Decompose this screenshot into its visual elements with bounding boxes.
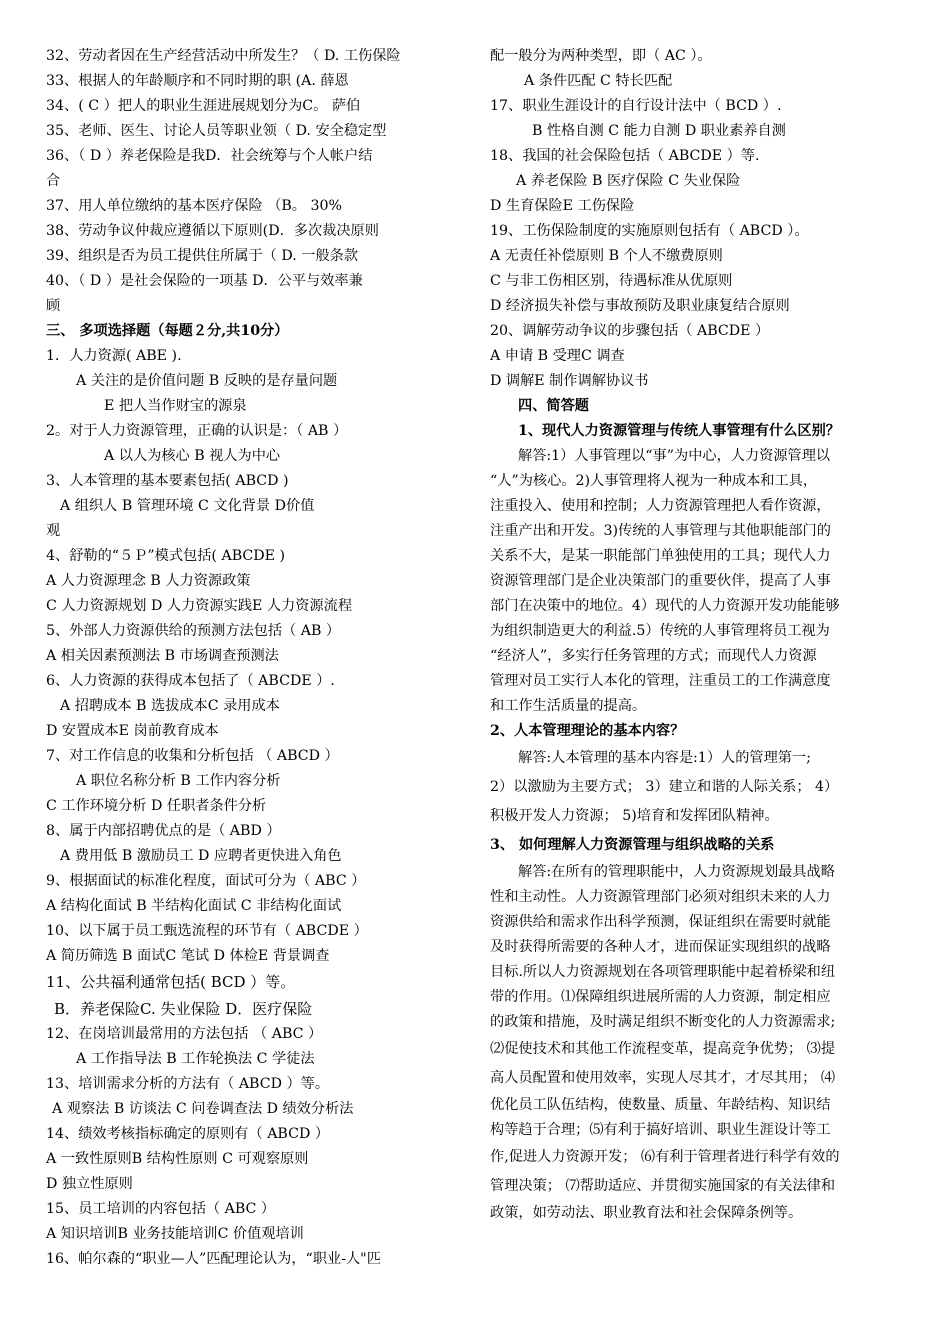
question-line: 11、公共福利通常包括( BCD ）等。 <box>46 973 296 991</box>
answer-line: 资源管理部门是企业决策部门的重要伙伴，提高了人事 <box>490 573 831 589</box>
right-column <box>490 44 908 1226</box>
option-line: A 申请 B 受理C 调查 <box>490 348 625 364</box>
question-line: 17、职业生涯设计的自行设计法中（ BCD ）. <box>490 98 782 114</box>
question-line: 13、培训需求分析的方法有（ ABCD ）等。 <box>46 1076 330 1092</box>
answer-line: 管理决策； ⑺帮助适应、并贯彻实施国家的有关法律和 <box>490 1178 836 1194</box>
answer-line: 带的作用。⑴保障组织进展所需的人力资源，制定相应 <box>490 989 831 1005</box>
answer-line: 解答:1）人事管理以“事”为中心，人力资源管理以 <box>518 448 831 464</box>
option-line: E 把人当作财宝的源泉 <box>104 398 247 414</box>
option-line: C 与非工伤相区别，待遇标准从优原则 <box>490 273 733 289</box>
answer-line: 目标.所以人力资源规划在各项管理职能中起着桥梁和纽 <box>490 964 836 980</box>
answer-line: 积极开发人力资源； 5)培育和发挥团队精神。 <box>490 808 779 824</box>
question-line: 19、工伤保险制度的实施原则包括有（ ABCD ）。 <box>490 223 809 239</box>
option-line: A 无责任补偿原则 B 个人不缴费原则 <box>490 248 723 264</box>
question-line: 20、调解劳动争议的步骤包括（ ABCDE ） <box>490 323 770 339</box>
answer-line: 作,促进人力资源开发； ⑹有利于管理者进行科学有效的 <box>490 1149 840 1165</box>
question-line: 8、属于内部招聘优点的是（ ABD ） <box>46 823 281 839</box>
option-line: A 招聘成本 B 选拔成本C 录用成本 <box>60 698 280 714</box>
answer-line: 解答:在所有的管理职能中，人力资源规划最具战略 <box>518 864 835 880</box>
option-line: D 安置成本E 岗前教育成本 <box>46 723 219 739</box>
question-line: 38、劳动争议仲裁应遵循以下原则(D．多次裁决原则 <box>46 223 379 239</box>
option-line: 观 <box>46 523 61 539</box>
option-line: A 条件匹配 C 特长匹配 <box>524 73 673 89</box>
option-line: A 相关因素预测法 B 市场调查预测法 <box>46 648 279 664</box>
option-line: A 养老保险 B 医疗保险 C 失业保险 <box>516 173 741 189</box>
question-line: 18、我国的社会保险包括（ ABCDE ）等. <box>490 148 760 164</box>
left-column <box>46 44 464 1272</box>
answer-line: 管理对员工实行人本化的管理，注重员工的工作满意度 <box>490 673 831 689</box>
answer-line: 解答:人本管理的基本内容是:1）人的管理第一; <box>518 750 811 766</box>
option-line: B 性格自测 C 能力自测 D 职业素养自测 <box>532 123 786 139</box>
question-line: 33、根据人的年龄顺序和不同时期的职 (A. 薛恩 <box>46 73 349 89</box>
answer-line: 高人员配置和使用效率，实现人尽其才，才尽其用； ⑷ <box>490 1070 836 1086</box>
option-line: D 独立性原则 <box>46 1176 133 1192</box>
answer-line: 注重投入、使用和控制；人力资源管理把人看作资源， <box>490 498 831 514</box>
option-line: A 职位名称分析 B 工作内容分析 <box>76 773 281 789</box>
answer-line: 关系不大，是某一职能部门单独使用的工具；现代人力 <box>490 548 831 564</box>
question-line: 14、绩效考核指标确定的原则有（ ABCD ） <box>46 1126 330 1142</box>
question-line: 15、员工培训的内容包括（ ABC ） <box>46 1201 276 1217</box>
answer-line: 及时获得所需要的各种人才，进而保证实现组织的战略 <box>490 939 831 955</box>
question-line: 6、人力资源的获得成本包括了（ ABCDE ）. <box>46 673 335 689</box>
option-line: B．养老保险C. 失业保险 D．医疗保险 <box>54 999 313 1018</box>
answer-line: 2）以激励为主要方式； 3）建立和谐的人际关系； 4） <box>490 779 839 795</box>
option-line: A 以人为核心 B 视人为中心 <box>104 448 281 464</box>
answer-line: 资源供给和需求作出科学预测，保证组织在需要时就能 <box>490 914 831 930</box>
section-heading: 四、简答题 <box>518 398 589 414</box>
question-heading: 1、现代人力资源管理与传统人事管理有什么区别？ <box>518 423 840 439</box>
answer-line: 优化员工队伍结构，使数量、质量、年龄结构、知识结 <box>490 1097 831 1113</box>
question-line: 7、对工作信息的收集和分析包括 （ ABCD ） <box>46 748 339 764</box>
answer-line: “经济人”，多实行任务管理的方式；而现代人力资源 <box>490 648 817 664</box>
option-line: A 组织人 B 管理环境 C 文化背景 D价值 <box>60 498 315 514</box>
option-line: D 生育保险E 工伤保险 <box>490 198 635 214</box>
question-line: 3、人本管理的基本要素包括( ABCD ) <box>46 473 289 489</box>
option-line: A 工作指导法 B 工作轮换法 C 学徒法 <box>76 1051 315 1067</box>
answer-line: 的政策和措施，及时满足组织不断变化的人力资源需求; <box>490 1014 836 1030</box>
option-line: A 费用低 B 激励员工 D 应聘者更快进入角色 <box>60 848 342 864</box>
answer-line: 构等趋于合理；⑸有利于搞好培训、职业生涯设计等工 <box>490 1122 831 1138</box>
question-line: 9、根据面试的标准化程度，面试可分为（ ABC ） <box>46 873 366 889</box>
question-line: 32、劳动者因在生产经营活动中所发生？（ D. 工伤保险 <box>46 48 401 64</box>
option-line: A 结构化面试 B 半结构化面试 C 非结构化面试 <box>46 898 342 914</box>
question-line: 5、外部人力资源供给的预测方法包括（ AB ） <box>46 623 341 639</box>
option-line: A 知识培训B 业务技能培训C 价值观培训 <box>46 1226 304 1242</box>
option-line: D 调解E 制作调解协议书 <box>490 373 649 389</box>
option-line: A 一致性原则B 结构性原则 C 可观察原则 <box>46 1151 309 1167</box>
section-heading: 三、 多项选择题（每题２分,共10分） <box>46 323 289 339</box>
answer-line: 部门在决策中的地位。4）现代的人力资源开发功能能够 <box>490 598 840 614</box>
question-line: 合 <box>46 173 61 189</box>
question-line: 顾 <box>46 298 61 314</box>
answer-line: 为组织制造更大的利益.5）传统的人事管理将员工视为 <box>490 623 830 639</box>
question-line: 12、在岗培训最常用的方法包括 （ ABC ） <box>46 1026 323 1042</box>
answer-line: 政策，如劳动法、职业教育法和社会保障条例等。 <box>490 1205 803 1221</box>
answer-line: “人”为核心。2)人事管理将人视为一种成本和工具， <box>490 473 818 489</box>
question-line: 10、以下属于员工甄选流程的环节有（ ABCDE ） <box>46 923 368 939</box>
option-line: C 人力资源规划 D 人力资源实践E 人力资源流程 <box>46 598 353 614</box>
option-line: D 经济损失补偿与事故预防及职业康复结合原则 <box>490 298 790 314</box>
question-heading: 2、人本管理理论的基本内容？ <box>490 723 685 739</box>
question-line: 2。对于人力资源管理，正确的认识是：（ AB ） <box>46 423 348 439</box>
answer-line: ⑵促使技术和其他工作流程变革，提高竞争优势； ⑶提 <box>490 1041 836 1057</box>
question-line: 37、用人单位缴纳的基本医疗保险 （B。 30% <box>46 198 343 214</box>
question-heading: 3、 如何理解人力资源管理与组织战略的关系 <box>490 837 775 853</box>
answer-line: 和工作生活质量的提高。 <box>490 698 647 714</box>
question-line: 1．人力资源( ABE ). <box>46 348 182 364</box>
question-line: 16、帕尔森的“职业—人”匹配理论认为，“职业-人"匹 <box>46 1251 381 1267</box>
option-line: C 工作环境分析 D 任职者条件分析 <box>46 798 267 814</box>
answer-line: 性和主动性。人力资源管理部门必须对组织未来的人力 <box>490 889 831 905</box>
question-line: 35、老师、医生、讨论人员等职业领（ D. 安全稳定型 <box>46 123 387 139</box>
question-line: 34、( C ）把人的职业生涯进展规划分为C。 萨伯 <box>46 98 361 114</box>
answer-line: 注重产出和开发。3)传统的人事管理与其他职能部门的 <box>490 523 831 539</box>
question-line: 39、组织是否为员工提供住所属于（ D. 一般条款 <box>46 248 359 264</box>
question-line: 配一般分为两种类型，即（ AC ）。 <box>490 48 712 64</box>
option-line: A 人力资源理念 B 人力资源政策 <box>46 573 251 589</box>
option-line: A 简历筛选 B 面试C 笔试 D 体检E 背景调查 <box>46 948 330 964</box>
question-line: 4、舒勒的“５Ｐ”模式包括( ABCDE ) <box>46 548 286 564</box>
question-line: 40、（ D ）是社会保险的一项基 D．公平与效率兼 <box>46 273 363 289</box>
option-line: A 关注的是价值问题 B 反映的是存量问题 <box>76 373 338 389</box>
option-line: A 观察法 B 访谈法 C 问卷调查法 D 绩效分析法 <box>52 1101 354 1117</box>
question-line: 36、（ D ）养老保险是我D．社会统筹与个人帐户结 <box>46 148 373 164</box>
